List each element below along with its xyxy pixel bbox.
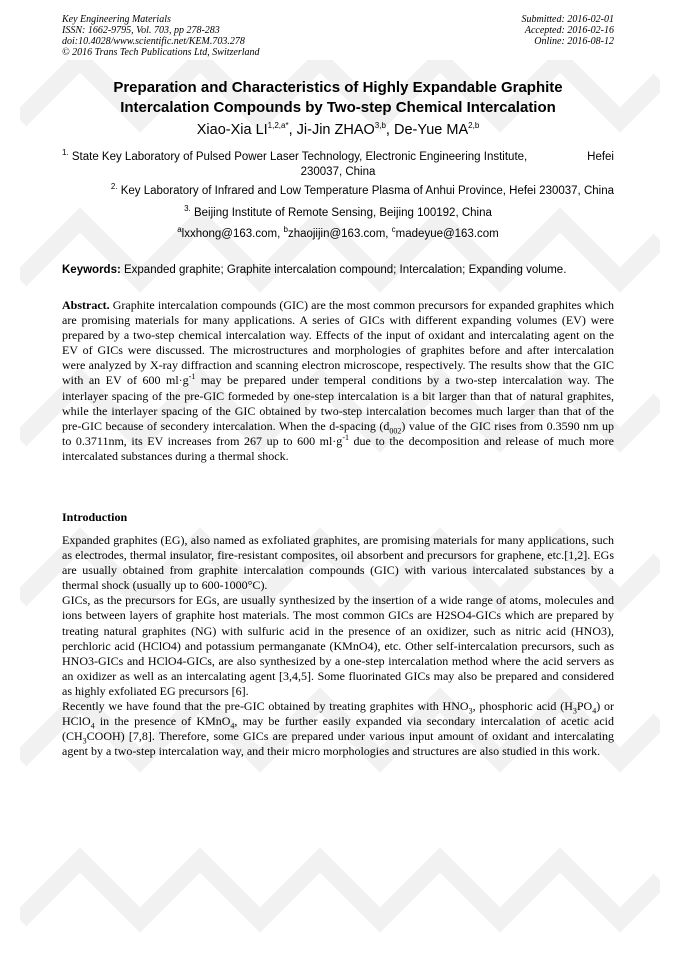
author-1-affil: 1,2,a* <box>267 121 289 131</box>
keywords-label: Keywords: <box>62 264 121 276</box>
abstract-text-4: due to the decomposition and release of much more intercalated substances during a thermal shock. <box>62 433 615 463</box>
abstract-sub-1: 002 <box>389 426 402 436</box>
affiliation-3-text: Beijing Institute of Remote Sensing, Beijing 100192, China <box>190 207 492 219</box>
author-separator: , <box>288 122 297 138</box>
affiliation-1-city: Hefei <box>587 151 614 163</box>
intro-paragraph-2: GICs, as the precursors for EGs, are usually synthesized by the insertion of a wide range of atoms, molecules and ions between layers of graphite host materials. The most common GICs are H2SO4-GICs which are prepared by treating natural graphites (NG) with sulfuric acid in the presence of an oxidizer, such as nitric acid (HNO3), perchloric acid (HClO4) and potassium permanganate (KMnO4), etc. Other self-intercalation precursors, such as HNO3-GICs and HClO4-GICs, are also synthesized by a one-step intercalation method where the acid servers as an oxidizer as well as an intercalating agent [3,4,5]. Some fluorinated GICs may also be prepared and considered as highly exfoliated EG precursors [6]. <box>62 593 614 698</box>
intro-p3-sub: 3 <box>572 706 577 716</box>
intro-p3-text: , may be further easily expanded via secondary intercalation of acetic acid (CH <box>62 714 614 744</box>
intro-p3-sub: 3 <box>82 736 87 746</box>
section-heading-introduction: Introduction <box>62 510 128 524</box>
abstract-text-2: may be prepared under temperal conditions by a two-step intercalation way. The interlayer spacing of the pre-GIC formeded by one-step intercalation is a bit larger than that of natural graphites, while the interlayer spacing of the GIC obtained by two-step intercalation becomes much larger than that of the pre-GIC because of secondery intercalation. When the d-spacing (d <box>62 373 614 433</box>
title-line-2: Intercalation Compounds by Two-step Chemical Intercalation <box>120 99 556 116</box>
title-line-1: Preparation and Characteristics of Highly Expandable Graphite <box>113 79 563 96</box>
intro-paragraph-3 <box>62 699 614 759</box>
email-separator: , <box>385 228 392 240</box>
journal-issn: ISSN: 1662-9795, Vol. 703, pp 278-283 <box>62 25 220 36</box>
email-b-mark: b <box>283 225 288 235</box>
email-c[interactable]: madeyue@163.com <box>395 228 499 240</box>
author-2: Ji-Jin ZHAO <box>296 122 375 138</box>
author-2-affil: 3,b <box>374 121 386 131</box>
author-1: Xiao-Xia LI <box>196 122 268 138</box>
email-a-mark: a <box>177 225 182 235</box>
abstract-sup-2: -1 <box>342 432 349 442</box>
accepted-date: Accepted: 2016-02-16 <box>524 25 614 36</box>
intro-p3-text: PO <box>576 699 593 714</box>
affiliation-2 <box>62 184 614 199</box>
intro-p3-sub: 4 <box>592 706 597 716</box>
affiliation-2-mark: 2. <box>110 182 118 192</box>
intro-p3-sub: 4 <box>230 721 235 731</box>
affiliation-3 <box>62 206 614 221</box>
email-b[interactable]: zhaojijin@163.com <box>287 228 386 240</box>
intro-p3-text: ) or HClO <box>62 699 614 729</box>
author-list <box>62 121 614 139</box>
affiliation-1-text: State Key Laboratory of Pulsed Power Laser Technology, Electronic Engineering Institute, <box>68 151 528 163</box>
keywords <box>62 263 614 278</box>
affiliation-1-mark: 1. <box>62 148 69 158</box>
abstract-text-1: Graphite intercalation compounds (GIC) are the most common precursors for expanded graphites which are promising materials for many applications. A series of GICs with different expanding volumes (EV) were prepared by a two-step chemical intercalation way. Effects of the input of oxidant and intercalating agent on the EV of GICs were discussed. The microstructures and morphologies of graphites before and after intercalation were analyzed by X-ray diffraction and scanning electron microscope, respectively. The results show that the GIC with an EV of 600 ml·g <box>62 298 614 388</box>
intro-p3-sub: 4 <box>90 721 95 731</box>
paper-title <box>62 78 614 118</box>
abstract <box>62 298 614 464</box>
journal-doi: doi:10.4028/www.scientific.net/KEM.703.278 <box>62 36 245 47</box>
journal-name: Key Engineering Materials <box>62 14 171 25</box>
online-date: Online: 2016-08-12 <box>534 36 614 47</box>
affiliation-2-text: Key Laboratory of Infrared and Low Temperature Plasma of Anhui Province, Hefei 230037, China <box>117 185 614 197</box>
intro-paragraph-1: Expanded graphites (EG), also named as exfoliated graphites, are promising materials for many applications, such as electrodes, thermal insulator, fire-resistant composites, oil absorbent and precursors for graphene, etc.[1,2]. EGs are usually obtained from graphite intercalation compounds (GIC) with various intercalated substances by a thermal shock (usually up to 600-1000°C). <box>62 533 614 593</box>
affiliation-1-postcode: 230037, China <box>300 166 376 178</box>
introduction-body <box>62 533 614 759</box>
submission-dates <box>496 14 614 47</box>
abstract-sup-1: -1 <box>188 372 196 382</box>
author-separator: , <box>385 122 394 138</box>
email-c-mark: c <box>391 225 396 235</box>
abstract-text-3: ) value of the GIC rises from 0.3590 nm up to 0.3711nm, its EV increases from 267 up to 600 ml·g <box>62 418 614 448</box>
journal-info <box>62 14 260 58</box>
intro-p3-sub: 3 <box>468 706 473 716</box>
author-emails <box>62 227 614 242</box>
affiliation-1 <box>62 150 614 180</box>
journal-copyright: © 2016 Trans Tech Publications Ltd, Switzerland <box>62 47 260 58</box>
email-a[interactable]: lxxhong@163.com <box>181 228 278 240</box>
keywords-text: Expanded graphite; Graphite intercalation compound; Intercalation; Expanding volume. <box>120 264 567 276</box>
author-3: De-Yue MA <box>393 122 469 138</box>
abstract-label: Abstract. <box>62 298 110 312</box>
submitted-date: Submitted: 2016-02-01 <box>521 14 614 25</box>
author-3-affil: 2,b <box>468 121 480 131</box>
intro-p3-text: in the presence of KMnO <box>94 714 231 729</box>
intro-p3-text: COOH) [7,8]. Therefore, some GICs are prepared under various input amount of oxidant and intercalating agent by a two-step intercalation way, and their micro morphologies and structures are also studied in this work. <box>62 729 614 759</box>
affiliation-3-mark: 3. <box>184 204 191 214</box>
email-separator: , <box>277 228 284 240</box>
intro-p3-text: , phosphoric acid (H <box>472 699 573 714</box>
intro-p3-text: Recently we have found that the pre-GIC obtained by treating graphites with HNO <box>62 699 469 714</box>
